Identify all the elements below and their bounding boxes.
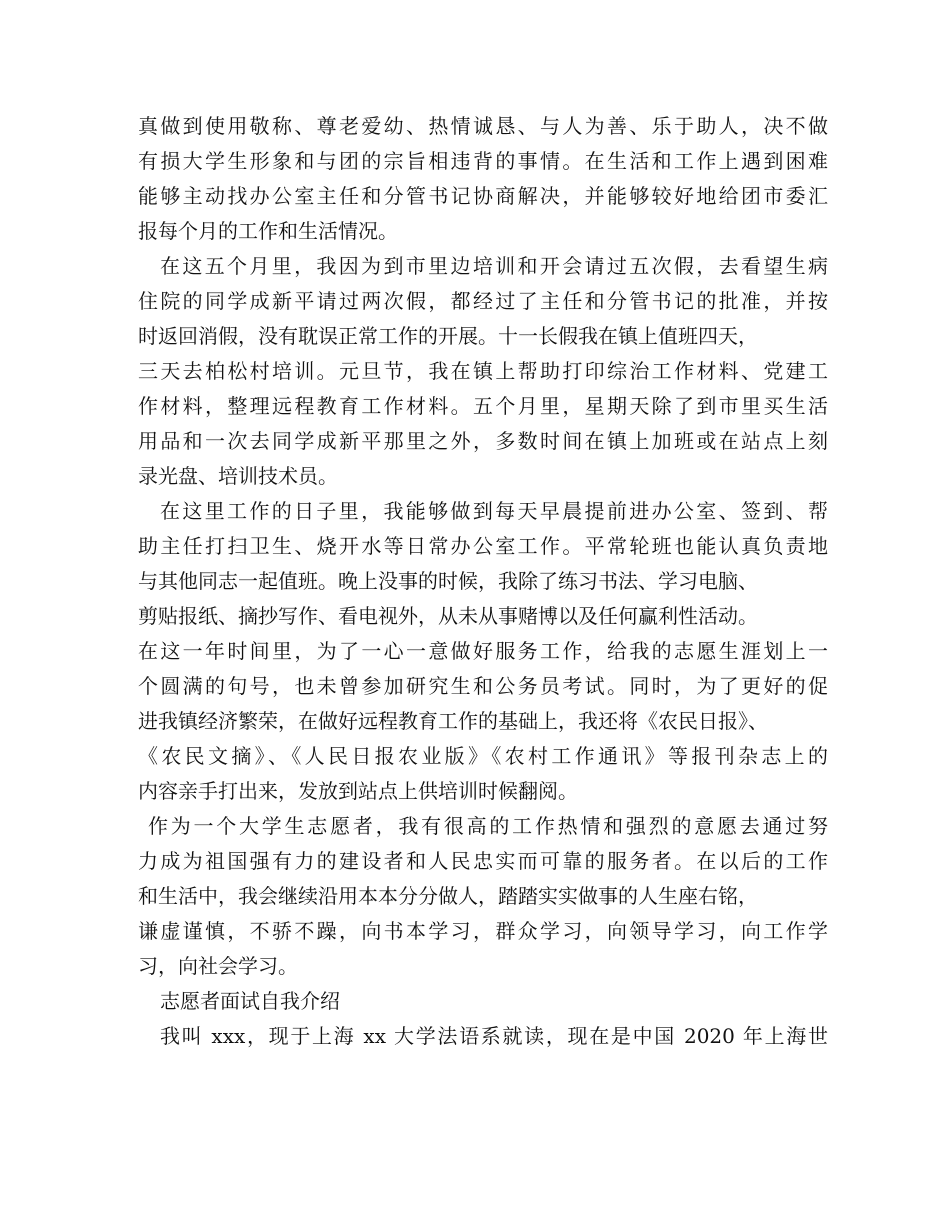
text-line: 三天去柏松村培训。元旦节，我在镇上帮助打印综治工作材料、党建工	[138, 359, 828, 383]
text-line: 与其他同志一起值班。晚上没事的时候，我除了练习书法、学习电脑、	[138, 569, 758, 593]
text-line: 力成为祖国强有力的建设者和人民忠实而可靠的服务者。在以后的工作	[138, 849, 828, 873]
paragraph-first-line: 在这里工作的日子里，我能够做到每天早晨提前进办公室、签到、帮	[160, 499, 828, 523]
paragraph-first-line: 我叫 xxx，现于上海 xx 大学法语系就读，现在是中国 2020 年上海世	[160, 1024, 828, 1048]
paragraph-first-line: 作为一个大学生志愿者，我有很高的工作热情和强烈的意愿去通过努	[148, 814, 828, 838]
text-line: 谦虚谨慎，不骄不躁，向书本学习，群众学习，向领导学习，向工作学	[138, 919, 828, 943]
text-line: 有损大学生形象和与团的宗旨相违背的事情。在生活和工作上遇到困难	[138, 149, 828, 173]
document-page	[138, 109, 828, 1054]
paragraph-first-line: 在这五个月里，我因为到市里边培训和开会请过五次假，去看望生病	[160, 254, 828, 278]
text-line: 和生活中，我会继续沿用本本分分做人，踏踏实实做事的人生座右铭，	[138, 884, 758, 908]
text-line: 内容亲手打出来，发放到站点上供培训时候翻阅。	[138, 779, 578, 803]
text-line: 用品和一次去同学成新平那里之外，多数时间在镇上加班或在站点上刻	[138, 429, 828, 453]
text-line: 《农民文摘》、《人民日报农业版》《农村工作通讯》等报刊杂志上的	[138, 744, 828, 768]
text-line: 个圆满的句号，也未曾参加研究生和公务员考试。同时，为了更好的促	[138, 674, 828, 698]
section-heading: 志愿者面试自我介绍	[160, 989, 340, 1013]
text-line: 助主任打扫卫生、烧开水等日常办公室工作。平常轮班也能认真负责地	[138, 534, 828, 558]
text-line: 报每个月的工作和生活情况。	[138, 219, 398, 243]
text-line: 作材料，整理远程教育工作材料。五个月里，星期天除了到市里买生活	[138, 394, 828, 418]
text-line: 习，向社会学习。	[138, 954, 298, 978]
text-line: 时返回消假，没有耽误正常工作的开展。十一长假我在镇上值班四天，	[138, 324, 758, 348]
text-line: 能够主动找办公室主任和分管书记协商解决，并能够较好地给团市委汇	[138, 184, 828, 208]
text-line: 在这一年时间里，为了一心一意做好服务工作，给我的志愿生涯划上一	[138, 639, 828, 663]
text-line: 真做到使用敬称、尊老爱幼、热情诚恳、与人为善、乐于助人，决不做	[138, 114, 828, 138]
text-line: 录光盘、培训技术员。	[138, 464, 338, 488]
text-line: 进我镇经济繁荣，在做好远程教育工作的基础上，我还将《农民日报》、	[138, 709, 768, 733]
text-line: 住院的同学成新平请过两次假，都经过了主任和分管书记的批准，并按	[138, 289, 828, 313]
text-line: 剪贴报纸、摘抄写作、看电视外，从未从事赌博以及任何赢利性活动。	[138, 604, 758, 628]
